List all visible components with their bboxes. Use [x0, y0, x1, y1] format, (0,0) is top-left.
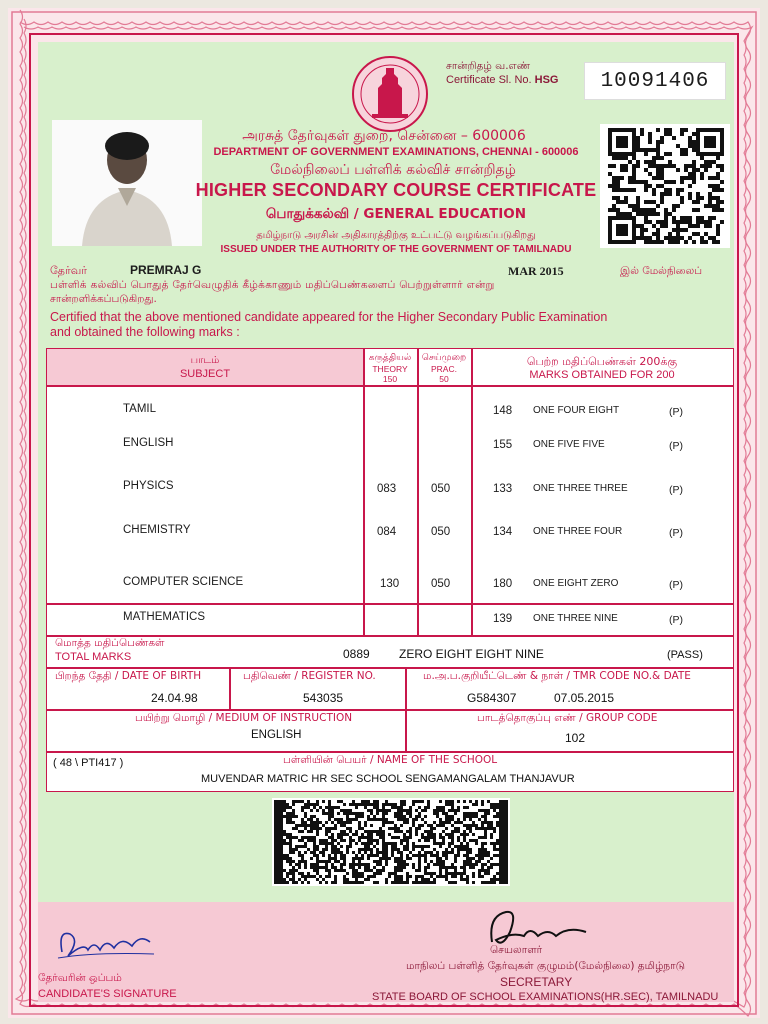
marks-words: ONE FIVE FIVE	[533, 439, 605, 450]
result: (P)	[669, 579, 683, 591]
marks-words: ONE THREE NINE	[533, 613, 618, 624]
medium-of-instruction: ENGLISH	[251, 729, 302, 741]
board-ta: மாநிலப் பள்ளித் தேர்வுகள் குழுமம்(மேல்நிலை) தமிழ்நாடு	[406, 960, 686, 972]
prac-marks: 050	[431, 578, 451, 590]
subject-name: TAMIL	[123, 403, 157, 415]
result: (P)	[669, 440, 683, 452]
marks-total: 139	[493, 613, 513, 625]
prac-marks: 050	[431, 483, 451, 495]
marks-total: 133	[493, 483, 513, 495]
result: (P)	[669, 614, 683, 626]
obtained-header-ta: பெற்ற மதிப்பெண்கள் 200க்கு	[526, 355, 678, 368]
result: (P)	[669, 484, 683, 496]
subject-name: ENGLISH	[123, 437, 174, 449]
subject-name: COMPUTER SCIENCE	[123, 576, 244, 588]
marks-total: 180	[493, 578, 513, 590]
school-code: ( 48 \ PTI417 )	[53, 757, 124, 769]
total-label: TOTAL MARKS	[55, 651, 132, 663]
theory-header: THEORY	[372, 364, 408, 374]
candidate-line3: சான்றளிக்கப்படுகிறது.	[50, 293, 157, 305]
theory-marks: 084	[377, 526, 397, 538]
candidate-line2: பள்ளிக் கல்விப் பொதுத் தேர்வெழுதிக் கீழ்க்காணும் மதிப்பெண்களைப் பெற்றுள்ளார் என்று	[50, 279, 495, 291]
issued-en: ISSUED UNDER THE AUTHORITY OF THE GOVERNMENT OF TAMILNADU	[220, 244, 572, 255]
serial-label-ta: சான்றிதழ் வ.எண்	[446, 60, 531, 72]
tmr-date: 07.05.2015	[554, 691, 615, 705]
total-label-ta: மொத்த மதிப்பெண்கள்	[55, 637, 165, 649]
date-of-birth: 24.04.98	[151, 691, 198, 705]
tamilnadu-emblem	[350, 54, 430, 134]
marks-words: ONE EIGHT ZERO	[533, 578, 619, 589]
candidate-signature-icon	[54, 922, 164, 966]
certificate-sheet	[8, 8, 760, 1018]
barcode	[272, 798, 510, 886]
board-name: STATE BOARD OF SCHOOL EXAMINATIONS(HR.SEC), TAMILNADU	[372, 991, 719, 1003]
subject-name: CHEMISTRY	[123, 524, 191, 536]
theory-marks: 083	[377, 483, 397, 495]
candidate-prefix: தேர்வர்	[50, 264, 87, 277]
result: (P)	[669, 406, 683, 418]
candidate-line1-tail: இல் மேல்நிலைப்	[620, 265, 703, 277]
theory-max: 150	[382, 374, 398, 384]
tmr-code: G584307	[467, 691, 517, 705]
certified-line2: and obtained the following marks :	[50, 325, 240, 339]
marks-words: ONE THREE THREE	[533, 483, 628, 494]
serial-number: 10091406	[584, 62, 726, 100]
result: (P)	[669, 527, 683, 539]
theory-header-ta: கருத்தியல்	[368, 353, 412, 363]
tmr-label: ம.அ.ப.குறியீட்டெண் & நாள் / TMR CODE NO.& DATE	[423, 670, 691, 682]
register-number: 543035	[303, 691, 344, 705]
barcode-icon	[272, 798, 510, 886]
marks-words: ONE FOUR EIGHT	[533, 405, 620, 416]
candidate-signature-label: CANDIDATE'S SIGNATURE	[38, 988, 177, 1000]
marks-total: 148	[493, 405, 513, 417]
prac-max: 50	[439, 374, 449, 384]
secretary-label: SECRETARY	[500, 975, 573, 989]
serial-label-en: Certificate Sl. No.	[446, 74, 532, 86]
certificate-title: HIGHER SECONDARY COURSE CERTIFICATE	[195, 180, 597, 200]
total-words: ZERO EIGHT EIGHT NINE	[399, 647, 544, 661]
certificate-title-ta: மேல்நிலைப் பள்ளிக் கல்விச் சான்றிதழ்	[270, 162, 516, 178]
group-label: பாடத்தொகுப்பு எண் / GROUP CODE	[477, 712, 658, 724]
serial-label	[446, 74, 559, 86]
marks-total: 134	[493, 526, 513, 538]
serial-prefix: HSG	[534, 74, 559, 86]
candidate-signature-ta: தேர்வரின் ஒப்பம்	[38, 972, 122, 984]
secretary-ta: செயலாளர்	[490, 944, 543, 956]
school-label: பள்ளியின் பெயர் / NAME OF THE SCHOOL	[283, 754, 498, 766]
exam-session: MAR 2015	[508, 264, 564, 278]
theory-marks: 130	[380, 578, 400, 590]
total-marks: 0889	[343, 647, 370, 661]
department-en: DEPARTMENT OF GOVERNMENT EXAMINATIONS, CHENNAI - 600006	[213, 146, 579, 158]
obtained-header: MARKS OBTAINED FOR 200	[529, 369, 675, 381]
subject-header: SUBJECT	[179, 368, 231, 380]
subject-name: PHYSICS	[123, 480, 174, 492]
marks-words: ONE THREE FOUR	[533, 526, 623, 537]
prac-header: PRAC.	[431, 364, 457, 374]
subject-name: MATHEMATICS	[123, 611, 205, 623]
issued-ta: தமிழ்நாடு அரசின் அதிகாரத்திற்கு உட்பட்டு வழங்கப்படுகிறது	[256, 230, 536, 241]
subject-header-ta: பாடம்	[190, 355, 220, 366]
prac-header-ta: செய்முறை	[421, 353, 467, 363]
details-box	[46, 636, 734, 792]
certified-line1: Certified that the above mentioned candidate appeared for the Higher Secondary Public Examination	[50, 310, 608, 324]
regno-label: பதிவெண் / REGISTER NO.	[243, 670, 376, 682]
group-code: 102	[565, 731, 586, 745]
total-result: (PASS)	[667, 649, 703, 661]
candidate-name: PREMRAJ G	[130, 263, 202, 277]
department-ta: அரசுத் தேர்வுகள் துறை, சென்னை – 600006	[242, 128, 526, 144]
prac-marks: 050	[431, 526, 451, 538]
stream-title: பொதுக்கல்வி / GENERAL EDUCATION	[265, 206, 527, 222]
dob-label: பிறந்த தேதி / DATE OF BIRTH	[55, 670, 202, 682]
marks-table	[46, 348, 734, 636]
school-name: MUVENDAR MATRIC HR SEC SCHOOL SENGAMANGALAM THANJAVUR	[201, 773, 575, 785]
marks-total: 155	[493, 439, 513, 451]
medium-label: பயிற்று மொழி / MEDIUM OF INSTRUCTION	[135, 712, 353, 724]
